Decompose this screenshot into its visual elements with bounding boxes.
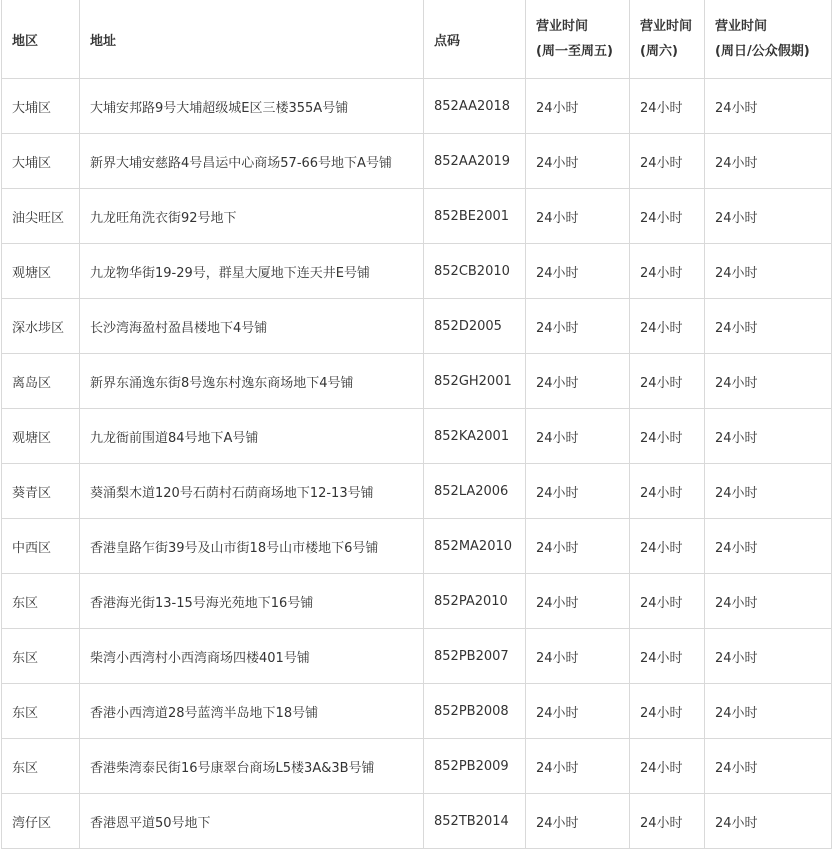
- cell-district: 离岛区: [2, 354, 80, 409]
- table-row: [2, 629, 832, 684]
- cell-saturday-hours: 24小时: [630, 519, 705, 574]
- cell-address: 新界大埔安慈路4号昌运中心商场57-66号地下A号铺: [80, 134, 424, 189]
- table-row: [2, 354, 832, 409]
- store-hours-table: [1, 0, 832, 849]
- cell-weekday-hours: 24小时: [526, 629, 630, 684]
- header-weekday-hours-sub: (周一至周五): [536, 44, 613, 59]
- header-saturday-hours-label: 营业时间: [640, 19, 693, 34]
- cell-district: 东区: [2, 574, 80, 629]
- table-row: [2, 244, 832, 299]
- cell-district: 大埔区: [2, 79, 80, 134]
- cell-district: 油尖旺区: [2, 189, 80, 244]
- cell-address: 香港小西湾道28号蓝湾半岛地下18号铺: [80, 684, 424, 739]
- cell-address: 长沙湾海盈村盈昌楼地下4号铺: [80, 299, 424, 354]
- cell-weekday-hours: 24小时: [526, 739, 630, 794]
- header-holiday-hours-sub: (周日/公众假期): [715, 44, 810, 59]
- cell-code: 852AA2019: [424, 134, 526, 189]
- cell-code: 852TB2014: [424, 794, 526, 849]
- cell-district: 东区: [2, 739, 80, 794]
- cell-district: 观塘区: [2, 409, 80, 464]
- cell-district: 东区: [2, 629, 80, 684]
- cell-address: 香港皇路乍街39号及山市街18号山市楼地下6号铺: [80, 519, 424, 574]
- table-row: [2, 299, 832, 354]
- table-row: [2, 794, 832, 849]
- cell-saturday-hours: 24小时: [630, 134, 705, 189]
- cell-saturday-hours: 24小时: [630, 354, 705, 409]
- cell-holiday-hours: 24小时: [705, 574, 832, 629]
- cell-weekday-hours: 24小时: [526, 189, 630, 244]
- table-row: [2, 684, 832, 739]
- table-row: [2, 79, 832, 134]
- cell-saturday-hours: 24小时: [630, 189, 705, 244]
- cell-weekday-hours: 24小时: [526, 409, 630, 464]
- cell-address: 大埔安邦路9号大埔超级城E区三楼355A号铺: [80, 79, 424, 134]
- cell-weekday-hours: 24小时: [526, 684, 630, 739]
- cell-weekday-hours: 24小时: [526, 244, 630, 299]
- cell-district: 东区: [2, 684, 80, 739]
- cell-saturday-hours: 24小时: [630, 244, 705, 299]
- cell-address: 葵涌梨木道120号石荫村石荫商场地下12-13号铺: [80, 464, 424, 519]
- cell-holiday-hours: 24小时: [705, 629, 832, 684]
- cell-code: 852PB2007: [424, 629, 526, 684]
- cell-address: 香港恩平道50号地下: [80, 794, 424, 849]
- header-weekday-hours: [526, 0, 630, 79]
- table-header-row: [2, 0, 832, 79]
- header-district: 地区: [2, 0, 80, 79]
- cell-saturday-hours: 24小时: [630, 464, 705, 519]
- cell-code: 852CB2010: [424, 244, 526, 299]
- cell-code: 852LA2006: [424, 464, 526, 519]
- cell-saturday-hours: 24小时: [630, 79, 705, 134]
- header-address: 地址: [80, 0, 424, 79]
- table-row: [2, 574, 832, 629]
- header-holiday-hours: [705, 0, 832, 79]
- cell-weekday-hours: 24小时: [526, 464, 630, 519]
- cell-weekday-hours: 24小时: [526, 354, 630, 409]
- cell-saturday-hours: 24小时: [630, 409, 705, 464]
- table-body: [2, 79, 832, 849]
- cell-code: 852AA2018: [424, 79, 526, 134]
- cell-address: 九龙物华街19-29号，群星大厦地下连天井E号铺: [80, 244, 424, 299]
- cell-code: 852MA2010: [424, 519, 526, 574]
- table-row: [2, 409, 832, 464]
- cell-district: 大埔区: [2, 134, 80, 189]
- cell-code: 852PB2008: [424, 684, 526, 739]
- cell-saturday-hours: 24小时: [630, 794, 705, 849]
- cell-saturday-hours: 24小时: [630, 574, 705, 629]
- cell-holiday-hours: 24小时: [705, 354, 832, 409]
- cell-holiday-hours: 24小时: [705, 79, 832, 134]
- cell-district: 深水埗区: [2, 299, 80, 354]
- header-saturday-hours-sub: (周六): [640, 44, 678, 59]
- header-saturday-hours: [630, 0, 705, 79]
- cell-saturday-hours: 24小时: [630, 684, 705, 739]
- cell-holiday-hours: 24小时: [705, 299, 832, 354]
- cell-district: 葵青区: [2, 464, 80, 519]
- table-row: [2, 464, 832, 519]
- cell-code: 852PB2009: [424, 739, 526, 794]
- cell-address: 九龙旺角洗衣街92号地下: [80, 189, 424, 244]
- cell-holiday-hours: 24小时: [705, 464, 832, 519]
- cell-holiday-hours: 24小时: [705, 244, 832, 299]
- cell-weekday-hours: 24小时: [526, 519, 630, 574]
- cell-holiday-hours: 24小时: [705, 134, 832, 189]
- cell-code: 852PA2010: [424, 574, 526, 629]
- cell-weekday-hours: 24小时: [526, 574, 630, 629]
- cell-saturday-hours: 24小时: [630, 739, 705, 794]
- cell-holiday-hours: 24小时: [705, 189, 832, 244]
- cell-weekday-hours: 24小时: [526, 299, 630, 354]
- cell-holiday-hours: 24小时: [705, 519, 832, 574]
- cell-code: 852KA2001: [424, 409, 526, 464]
- cell-address: 新界东涌逸东街8号逸东村逸东商场地下4号铺: [80, 354, 424, 409]
- header-holiday-hours-label: 营业时间: [715, 19, 768, 34]
- cell-district: 中西区: [2, 519, 80, 574]
- cell-code: 852D2005: [424, 299, 526, 354]
- cell-saturday-hours: 24小时: [630, 629, 705, 684]
- cell-address: 柴湾小西湾村小西湾商场四楼401号铺: [80, 629, 424, 684]
- table-row: [2, 189, 832, 244]
- cell-weekday-hours: 24小时: [526, 79, 630, 134]
- cell-holiday-hours: 24小时: [705, 739, 832, 794]
- cell-saturday-hours: 24小时: [630, 299, 705, 354]
- cell-code: 852GH2001: [424, 354, 526, 409]
- cell-weekday-hours: 24小时: [526, 134, 630, 189]
- header-weekday-hours-label: 营业时间: [536, 19, 589, 34]
- cell-holiday-hours: 24小时: [705, 794, 832, 849]
- cell-address: 香港海光街13-15号海光苑地下16号铺: [80, 574, 424, 629]
- cell-address: 九龙衙前围道84号地下A号铺: [80, 409, 424, 464]
- cell-holiday-hours: 24小时: [705, 409, 832, 464]
- header-code: 点码: [424, 0, 526, 79]
- cell-district: 观塘区: [2, 244, 80, 299]
- table-row: [2, 134, 832, 189]
- cell-holiday-hours: 24小时: [705, 684, 832, 739]
- table-row: [2, 519, 832, 574]
- cell-code: 852BE2001: [424, 189, 526, 244]
- cell-address: 香港柴湾泰民街16号康翠台商场L5楼3A&3B号铺: [80, 739, 424, 794]
- table-row: [2, 739, 832, 794]
- cell-district: 湾仔区: [2, 794, 80, 849]
- cell-weekday-hours: 24小时: [526, 794, 630, 849]
